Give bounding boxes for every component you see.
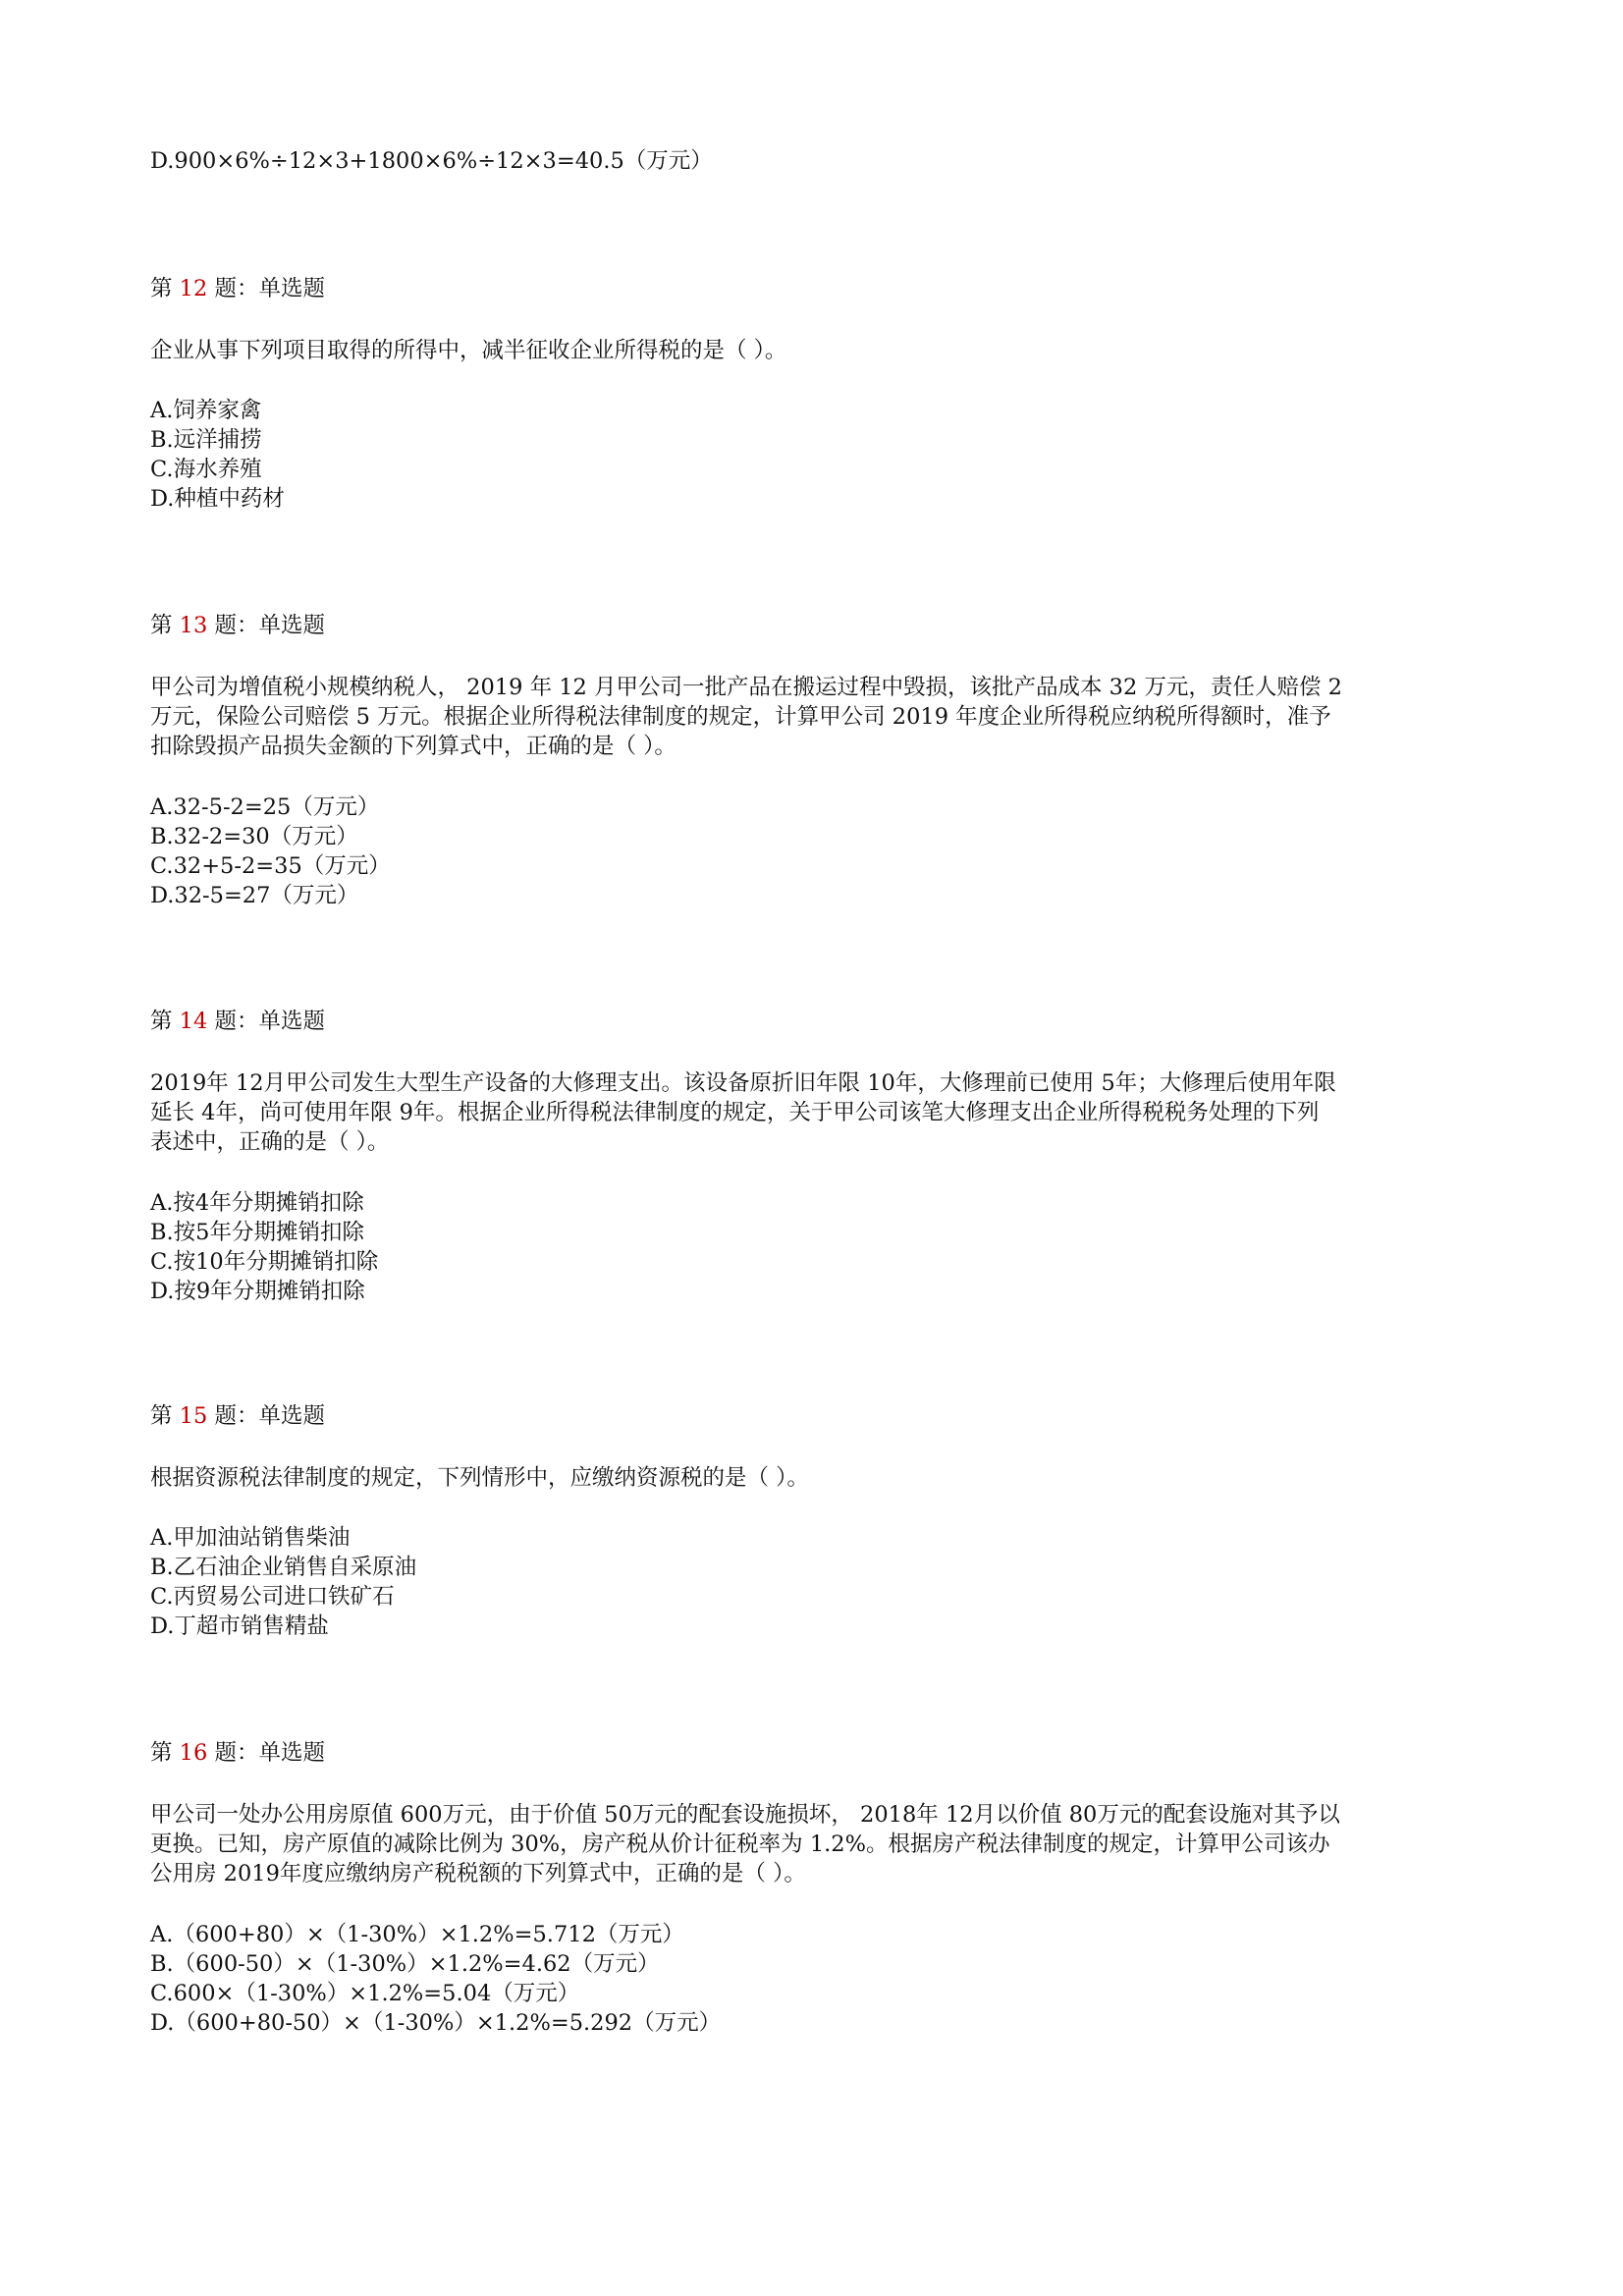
stem-line: 更换。已知，房产原值的减除比例为 30%，房产税从价计征税率为 1.2%。根据房产税法律制度的规定，计算甲公司该办	[150, 1831, 1330, 1857]
option-a: A.32-5-2=25（万元）	[150, 794, 380, 820]
question-number: 13	[179, 613, 208, 638]
question-14-heading	[150, 1007, 325, 1036]
option-b: B.乙石油企业销售自采原油	[150, 1555, 417, 1580]
question-13-heading	[150, 611, 325, 640]
question-number: 14	[179, 1009, 208, 1034]
option-c: C.海水养殖	[150, 457, 262, 482]
option-a: A.甲加油站销售柴油	[150, 1525, 351, 1551]
question-number: 16	[179, 1740, 208, 1766]
question-16-options	[150, 1920, 721, 2038]
stem-line: 延长 4年，尚可使用年限 9年。根据企业所得税法律制度的规定，关于甲公司该笔大修理支出企业所得税税务处理的下列	[150, 1100, 1320, 1125]
option-b: B.（600-50）×（1-30%）×1.2%=4.62（万元）	[150, 1951, 660, 1977]
option-b: B.远洋捕捞	[150, 427, 262, 453]
option-b: B.32-2=30（万元）	[150, 824, 358, 849]
question-label-prefix: 第	[150, 1403, 173, 1429]
question-14-options	[150, 1188, 378, 1306]
option-c: C.600×（1-30%）×1.2%=5.04（万元）	[150, 1981, 580, 2006]
stem-line: 万元，保险公司赔偿 5 万元。根据企业所得税法律制度的规定，计算甲公司 2019 年度企业所得税应纳税所得额时，准予	[150, 704, 1331, 730]
stem-line: 根据资源税法律制度的规定，下列情形中，应缴纳资源税的是（ ）。	[150, 1465, 809, 1491]
question-12-heading	[150, 274, 325, 303]
question-number: 12	[179, 276, 208, 301]
question-12-stem	[150, 336, 1476, 365]
question-16-heading	[150, 1738, 325, 1768]
stem-line: 甲公司为增值税小规模纳税人， 2019 年 12 月甲公司一批产品在搬运过程中毁损，该批产品成本 32 万元，责任人赔偿 2	[150, 675, 1342, 700]
question-12-options	[150, 396, 285, 514]
option-d: D.丁超市销售精盐	[150, 1613, 329, 1639]
question-15-stem	[150, 1463, 1476, 1493]
question-type: 题：单选题	[214, 1403, 325, 1429]
option-c: C.丙贸易公司进口铁矿石	[150, 1584, 395, 1610]
question-15-heading	[150, 1401, 325, 1431]
question-13-options	[150, 793, 391, 910]
question-type: 题：单选题	[214, 1740, 325, 1766]
question-14-stem	[150, 1068, 1476, 1157]
option-d: D.按9年分期摊销扣除	[150, 1279, 365, 1304]
question-15-options	[150, 1523, 416, 1641]
option-d: D.种植中药材	[150, 486, 285, 512]
stem-line: 企业从事下列项目取得的所得中，减半征收企业所得税的是（ ）。	[150, 338, 787, 363]
stem-line: 表述中，正确的是（ ）。	[150, 1129, 390, 1155]
question-label-prefix: 第	[150, 1740, 173, 1766]
option-a: A.按4年分期摊销扣除	[150, 1190, 364, 1216]
option-a: A.（600+80）×（1-30%）×1.2%=5.712（万元）	[150, 1922, 684, 1947]
option-c: C.32+5-2=35（万元）	[150, 853, 391, 879]
stem-line: 公用房 2019年度应缴纳房产税税额的下列算式中，正确的是（ ）。	[150, 1861, 806, 1886]
option-b: B.按5年分期摊销扣除	[150, 1220, 365, 1245]
question-type: 题：单选题	[214, 613, 325, 638]
question-16-stem	[150, 1800, 1476, 1888]
question-label-prefix: 第	[150, 613, 173, 638]
stem-line: 扣除毁损产品损失金额的下列算式中，正确的是（ ）。	[150, 734, 676, 759]
stem-line: 甲公司一处办公用房原值 600万元，由于价值 50万元的配套设施损坏， 2018年 12月以价值 80万元的配套设施对其予以	[150, 1802, 1340, 1828]
option-a: A.饲养家禽	[150, 398, 262, 423]
question-label-prefix: 第	[150, 276, 173, 301]
question-type: 题：单选题	[214, 276, 325, 301]
stem-line: 2019年 12月甲公司发生大型生产设备的大修理支出。该设备原折旧年限 10年，大修理前已使用 5年；大修理后使用年限	[150, 1070, 1336, 1096]
question-type: 题：单选题	[214, 1009, 325, 1034]
option-c: C.按10年分期摊销扣除	[150, 1249, 379, 1275]
question-label-prefix: 第	[150, 1009, 173, 1034]
option-d: D.（600+80-50）×（1-30%）×1.2%=5.292（万元）	[150, 2010, 722, 2036]
previous-question-option-d: D.900×6%÷12×3+1800×6%÷12×3=40.5（万元）	[150, 148, 713, 174]
option-d: D.32-5=27（万元）	[150, 883, 359, 908]
question-13-stem	[150, 673, 1476, 761]
question-number: 15	[179, 1403, 208, 1429]
